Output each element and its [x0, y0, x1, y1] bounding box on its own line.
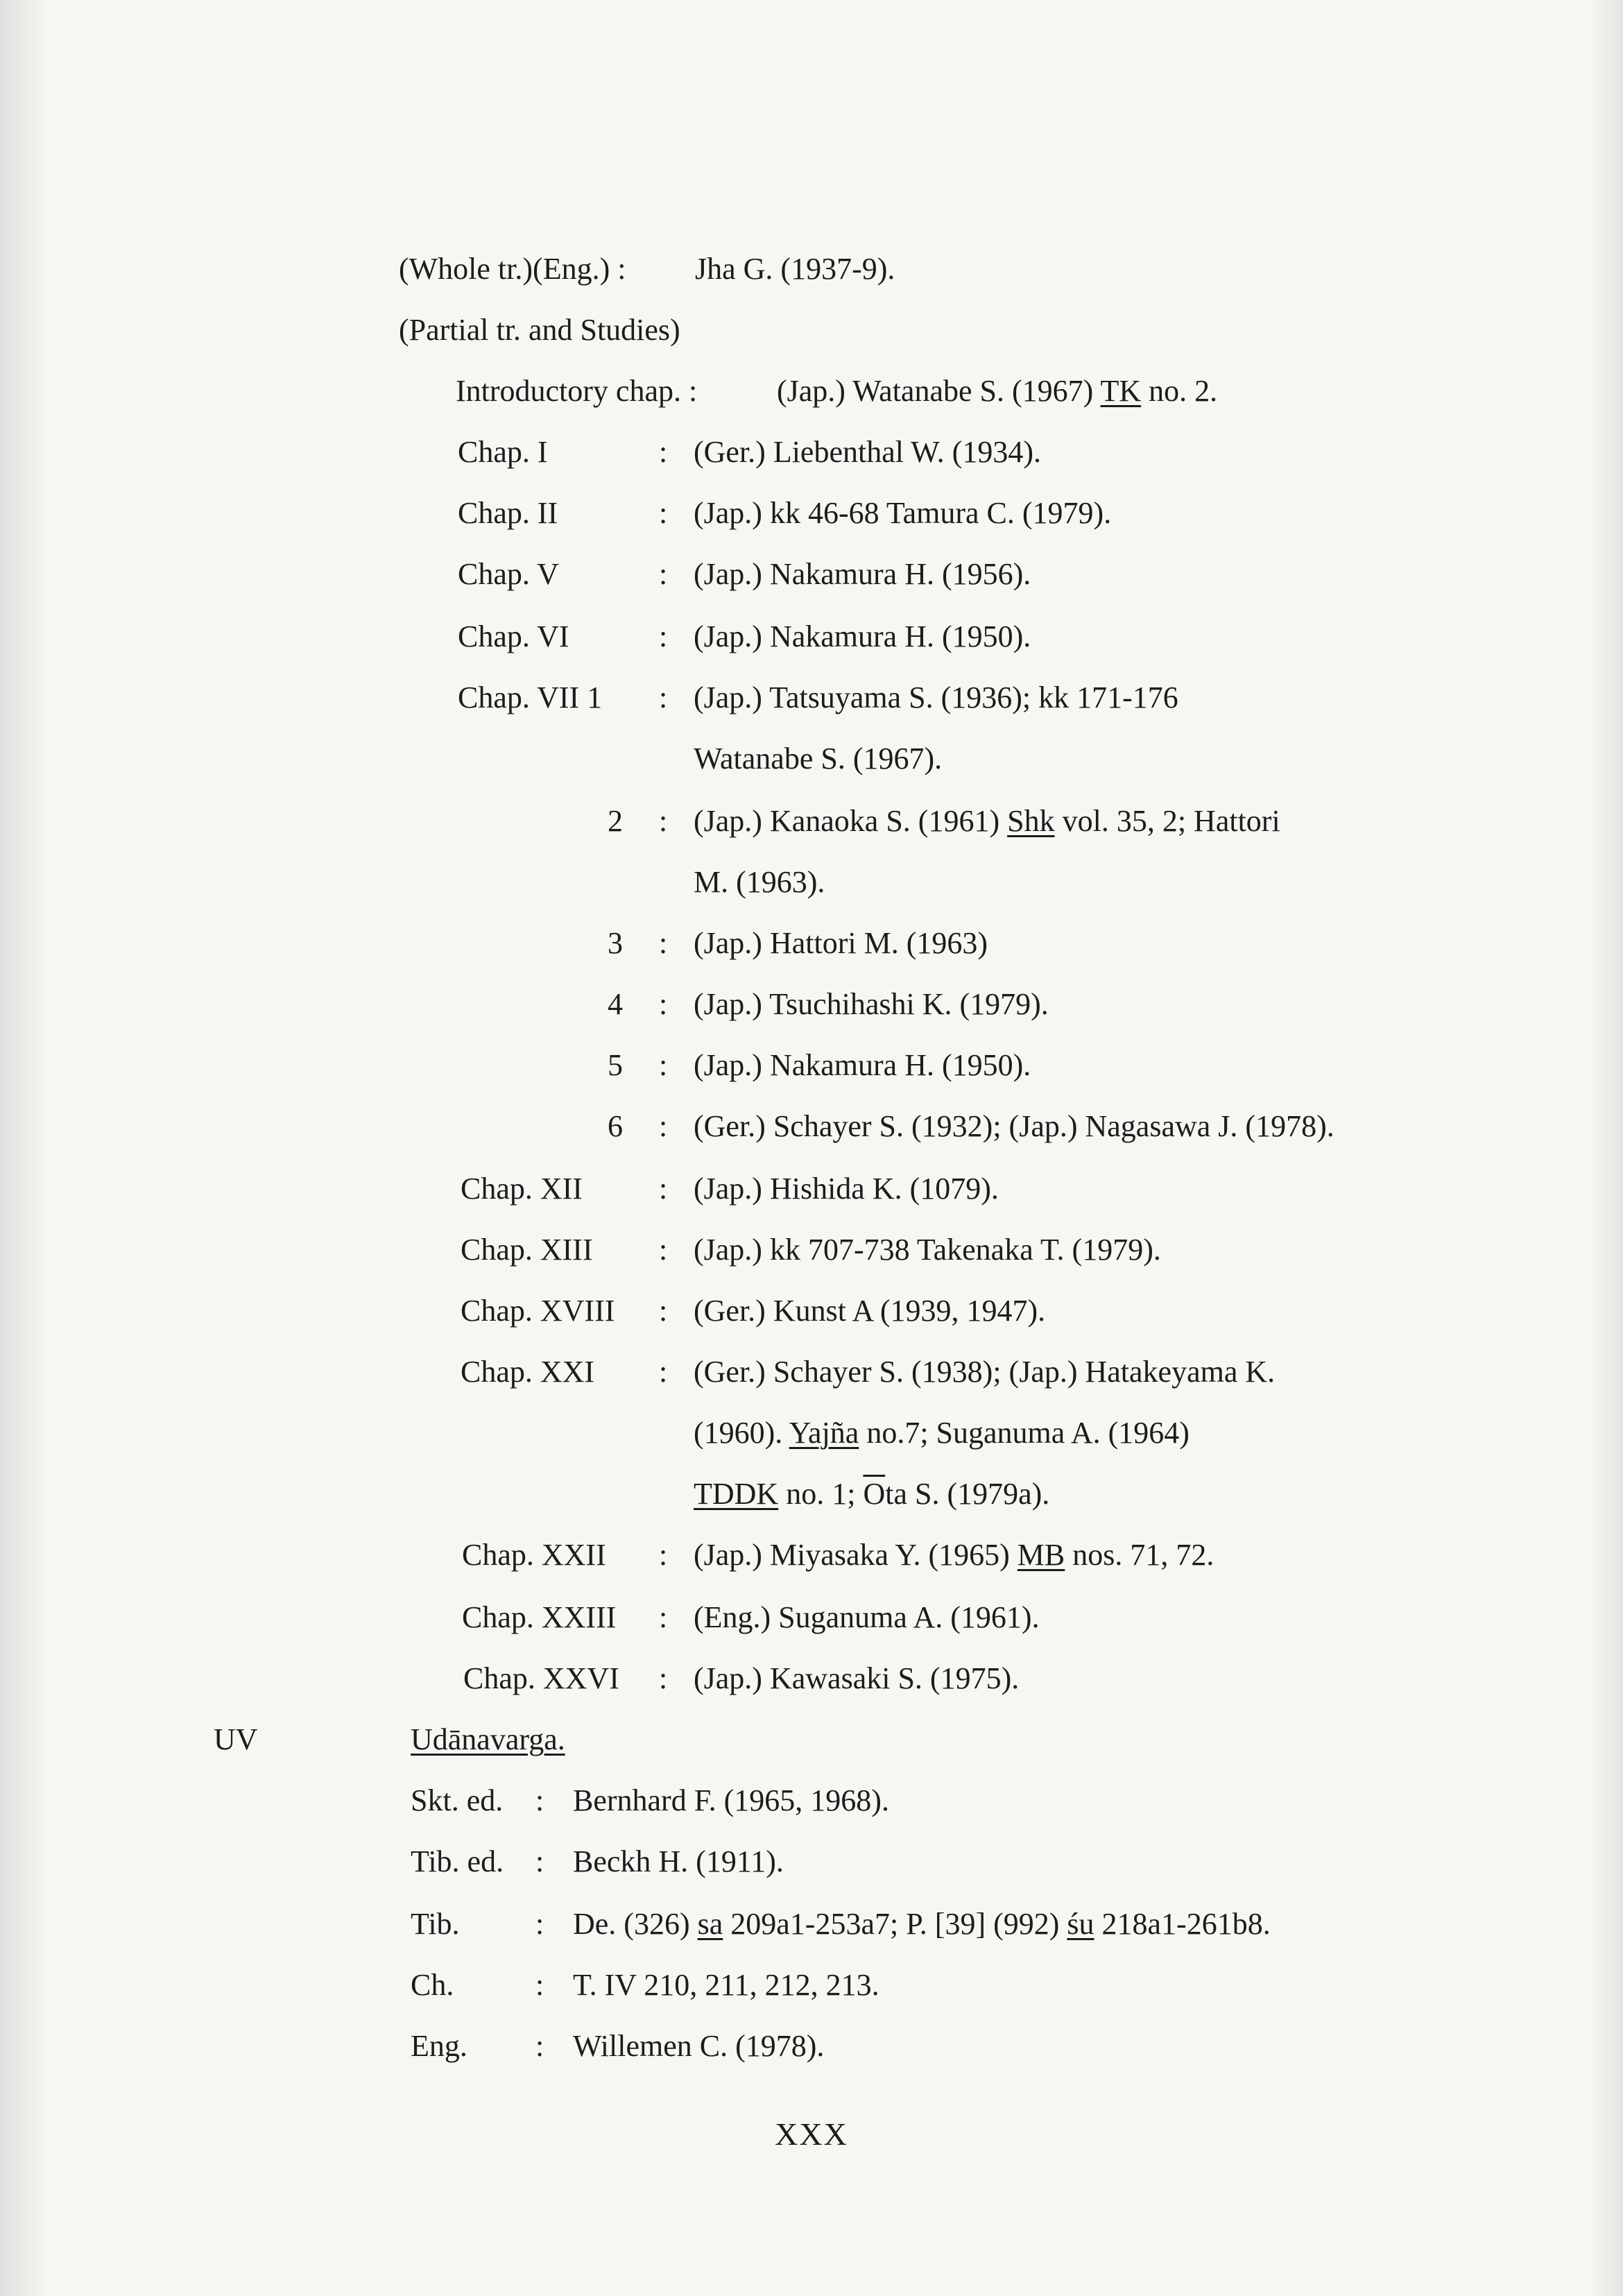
eng-value: Willemen C. (1978). [573, 2029, 825, 2063]
tib-value: De. (326) sa 209a1-253a7; P. [39] (992) śu 218a1-261b8. [573, 1907, 1271, 1941]
su-abbr: śu [1067, 1907, 1094, 1941]
chap-xxiii-label: Chap. XXIII [462, 1600, 617, 1634]
chap-vii-value-2: Watanabe S. (1967). [694, 742, 943, 776]
scan-edge-left [0, 0, 49, 2296]
chap-xii-value: (Jap.) Hishida K. (1079). [694, 1172, 999, 1206]
chap-xii-label: Chap. XII [461, 1172, 583, 1206]
tib-label: Tib. [411, 1907, 460, 1941]
chap-xviii-value: (Ger.) Kunst A (1939, 1947). [694, 1294, 1046, 1328]
colon: : [659, 804, 668, 838]
colon: : [535, 2029, 544, 2063]
colon: : [535, 1844, 544, 1878]
chap-xiii-value: (Jap.) kk 707-738 Takenaka T. (1979). [694, 1233, 1161, 1267]
eng-label: Eng. [411, 2029, 467, 2063]
chap-xxi-label: Chap. XXI [461, 1355, 595, 1389]
scan-edge-right [1588, 0, 1623, 2296]
chap-v-label: Chap. V [458, 557, 559, 591]
tk-abbr: TK [1100, 374, 1142, 408]
colon: : [659, 557, 668, 591]
colon: : [659, 926, 668, 960]
chap-xxii-value: (Jap.) Miyasaka Y. (1965) MB nos. 71, 72. [694, 1538, 1214, 1572]
whole-tr-value: Jha G. (1937-9). [695, 252, 895, 286]
colon: : [659, 1661, 668, 1695]
page-number: XXX [775, 2116, 848, 2152]
chap-vii-3-num: 3 [608, 926, 623, 960]
yajna-abbr: Yajña [789, 1416, 859, 1450]
chap-xxvi-label: Chap. XXVI [463, 1661, 619, 1695]
chap-vi-label: Chap. VI [458, 619, 569, 653]
skt-ed-value: Bernhard F. (1965, 1968). [573, 1783, 889, 1817]
colon: : [659, 1172, 668, 1206]
chap-vii-value-1: (Jap.) Tatsuyama S. (1936); kk 171-176 [694, 680, 1178, 714]
chap-vii-2-value: (Jap.) Kanaoka S. (1961) Shk vol. 35, 2; Hattori [694, 804, 1280, 838]
skt-ed-label: Skt. ed. [411, 1783, 504, 1817]
chap-vii-label: Chap. VII 1 [458, 680, 603, 714]
chap-vii-4-value: (Jap.) Tsuchihashi K. (1979). [694, 987, 1049, 1021]
whole-tr-label: (Whole tr.)(Eng.) : [399, 252, 626, 286]
chap-xiii-label: Chap. XIII [461, 1233, 593, 1267]
chap-xxi-value-3: TDDK no. 1; $\overline{O}ta$ S. (1979a). [694, 1477, 1050, 1511]
colon: : [659, 619, 668, 653]
colon: : [659, 1109, 668, 1143]
chap-i-label: Chap. I [458, 435, 548, 469]
chap-vii-4-num: 4 [608, 987, 623, 1021]
intro-value: (Jap.) Watanabe S. (1967) TK no. 2. [777, 374, 1218, 408]
colon: : [659, 987, 668, 1021]
chap-vii-5-num: 5 [608, 1048, 623, 1082]
chap-ii-label: Chap. II [458, 496, 558, 530]
chap-vii-6-value: (Ger.) Schayer S. (1932); (Jap.) Nagasawa J. (1978). [694, 1109, 1334, 1143]
chap-xviii-label: Chap. XVIII [461, 1294, 615, 1328]
chap-xxiii-value: (Eng.) Suganuma A. (1961). [694, 1600, 1040, 1634]
chap-vii-3-value: (Jap.) Hattori M. (1963) [694, 926, 988, 960]
intro-label: Introductory chap. : [456, 374, 698, 408]
chap-vi-value: (Jap.) Nakamura H. (1950). [694, 619, 1031, 653]
colon: : [659, 1538, 668, 1572]
colon: : [659, 1355, 668, 1389]
chap-xxii-label: Chap. XXII [462, 1538, 606, 1572]
tib-ed-label: Tib. ed. [411, 1844, 504, 1878]
chap-xxi-value-1: (Ger.) Schayer S. (1938); (Jap.) Hatakeyama K. [694, 1355, 1276, 1389]
chap-vii-2-cont: M. (1963). [694, 865, 825, 899]
colon: : [659, 1600, 668, 1634]
colon: : [535, 1783, 544, 1817]
uv-title: Udānavarga. [411, 1722, 565, 1756]
chap-vii-2-num: 2 [608, 804, 623, 838]
colon: : [535, 1968, 544, 2002]
colon: : [659, 496, 668, 530]
chap-vii-6-num: 6 [608, 1109, 623, 1143]
chap-xxi-value-2: (1960). Yajña no.7; Suganuma A. (1964) [694, 1416, 1190, 1450]
colon: : [659, 1048, 668, 1082]
ch-label: Ch. [411, 1968, 454, 2002]
chap-vii-5-value: (Jap.) Nakamura H. (1950). [694, 1048, 1031, 1082]
partial-heading: (Partial tr. and Studies) [399, 313, 680, 347]
sa-abbr: sa [697, 1907, 723, 1941]
colon: : [659, 1233, 668, 1267]
chap-xxvi-value: (Jap.) Kawasaki S. (1975). [694, 1661, 1020, 1695]
chap-ii-value: (Jap.) kk 46-68 Tamura C. (1979). [694, 496, 1112, 530]
chap-i-value: (Ger.) Liebenthal W. (1934). [694, 435, 1041, 469]
ch-value: T. IV 210, 211, 212, 213. [573, 1968, 879, 2002]
colon: : [659, 1294, 668, 1328]
o-macron: $\overline{O}$ [863, 1477, 886, 1511]
tddk-abbr: TDDK [694, 1477, 779, 1511]
colon: : [659, 680, 668, 714]
uv-code: UV [214, 1722, 258, 1756]
colon: : [535, 1907, 544, 1941]
tib-ed-value: Beckh H. (1911). [573, 1844, 784, 1878]
colon: : [659, 435, 668, 469]
shk-abbr: Shk [1007, 804, 1055, 838]
mb-abbr: MB [1017, 1538, 1065, 1572]
chap-v-value: (Jap.) Nakamura H. (1956). [694, 557, 1031, 591]
